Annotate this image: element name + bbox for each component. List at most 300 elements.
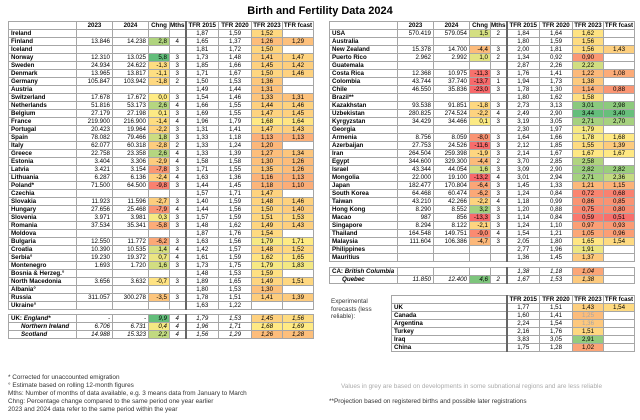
chng-cell: -5,8: [149, 222, 170, 230]
tfr-fcast-cell: [604, 38, 635, 46]
births-2024-cell: 19.372: [113, 254, 149, 262]
tfr-fcast-cell: 1,10: [283, 182, 314, 190]
tfr-2023-cell: 1,04: [573, 268, 604, 276]
mths-cell: 3: [170, 198, 186, 206]
births-2024-cell: 300.278: [113, 294, 149, 302]
births-2023-cell: 22.000: [398, 174, 434, 182]
chng-cell: -1,8: [470, 102, 491, 110]
country-name: Moldova: [9, 230, 77, 238]
table-row: [9, 302, 314, 310]
header-row: [392, 296, 635, 304]
tfr-2020-cell: 1,59: [219, 30, 252, 38]
table-row: [9, 30, 314, 38]
tfr-2020-cell: 1,67: [540, 150, 573, 158]
country-name: Norway: [9, 54, 77, 62]
country-name: Egypt: [330, 158, 398, 166]
tfr-fcast-cell: 1,46: [283, 198, 314, 206]
mths-cell: 4: [170, 206, 186, 214]
births-2024-cell: 24.526: [434, 142, 470, 150]
tfr-fcast-cell: 1,39: [604, 142, 635, 150]
tfr-2020-cell: 1,53: [219, 78, 252, 86]
chng-cell: -2,2: [149, 126, 170, 134]
births-2024-cell: 25.468: [113, 206, 149, 214]
tfr-fcast-cell: [283, 86, 314, 94]
tfr-2023-cell: 1,79: [252, 262, 283, 270]
mths-cell: 3: [170, 222, 186, 230]
column-header: TFR 2020: [219, 22, 252, 30]
tfr-2015-cell: 1,44: [186, 206, 219, 214]
tfr-2015-cell: 1,45: [507, 182, 540, 190]
table-row: [330, 38, 635, 46]
tfr-2020-cell: 1,51: [540, 304, 573, 312]
births-2024-cell: 103.942: [113, 78, 149, 86]
tfr-fcast-cell: [283, 302, 314, 310]
births-2024-cell: 329.300: [434, 158, 470, 166]
births-2024-cell: 64.500: [113, 182, 149, 190]
tfr-2015-cell: 1,14: [507, 214, 540, 222]
mths-cell: 3: [170, 126, 186, 134]
tfr-2020-cell: 1,67: [219, 70, 252, 78]
tfr-2015-cell: 1,61: [186, 254, 219, 262]
mths-cell: 4: [170, 102, 186, 110]
births-2023-cell: 8.756: [398, 134, 434, 142]
tfr-2023-cell: 1,51: [252, 214, 283, 222]
table-row: [330, 78, 635, 86]
tfr-2023-cell: 1,45: [252, 62, 283, 70]
country-name: Japan: [330, 182, 398, 190]
tfr-2020-cell: 1,65: [219, 278, 252, 286]
mths-cell: 3: [491, 150, 507, 158]
country-name: Costa Rica: [330, 70, 398, 78]
tfr-2020-cell: 1,45: [540, 254, 573, 262]
births-2024-cell: 19.100: [434, 174, 470, 182]
tfr-2015-cell: 1,63: [186, 174, 219, 182]
births-2024-cell: 1.720: [113, 262, 149, 270]
column-header: [330, 22, 398, 30]
chng-cell: [470, 268, 491, 276]
country-name: Poland*: [9, 182, 77, 190]
mths-cell: [170, 286, 186, 294]
births-2024-cell: 19.964: [113, 126, 149, 134]
tfr-2020-cell: 2,26: [540, 62, 573, 70]
country-name: UK: England*: [9, 315, 77, 323]
chng-cell: -1,4: [149, 118, 170, 126]
chng-cell: 1,6: [470, 166, 491, 174]
column-header: Chng: [149, 22, 170, 30]
country-name: Iran: [330, 150, 398, 158]
tfr-2015-cell: 2,87: [507, 62, 540, 70]
table-row: [330, 214, 635, 222]
column-header: Chng: [470, 22, 491, 30]
tfr-2015-cell: 2,14: [507, 150, 540, 158]
births-2024-cell: [113, 286, 149, 294]
table-row: [9, 230, 314, 238]
country-name: Israel: [330, 166, 398, 174]
chng-cell: [470, 126, 491, 134]
tfr-2020-cell: 1,10: [540, 222, 573, 230]
tfr-2023-cell: 1,25: [573, 312, 604, 320]
chng-cell: -3,5: [149, 294, 170, 302]
births-2024-cell: 3.981: [113, 214, 149, 222]
country-name: Taiwan: [330, 198, 398, 206]
country-name: Brazil**: [330, 94, 398, 102]
country-name: Mongolia: [330, 174, 398, 182]
mths-cell: 4: [170, 158, 186, 166]
column-header: TFR 2023: [253, 22, 281, 29]
table-row: [9, 182, 314, 190]
tfr-2020-cell: 1,56: [219, 206, 252, 214]
births-2023-cell: 20.423: [77, 126, 113, 134]
tfr-2023-cell: 1,68: [252, 118, 283, 126]
births-2023-cell: [77, 86, 113, 94]
experimental-section: [329, 295, 635, 355]
table-row: [330, 54, 635, 62]
table-row: [9, 166, 314, 174]
tfr-2020-cell: 1,54: [540, 320, 573, 328]
tfr-2020-cell: 1,58: [219, 158, 252, 166]
chng-cell: [149, 46, 170, 54]
tfr-fcast-cell: 1,54: [604, 304, 635, 312]
births-2023-cell: 43.210: [398, 198, 434, 206]
tfr-2023-cell: 1,47: [252, 126, 283, 134]
country-name: Hungary: [9, 206, 77, 214]
chng-cell: -1,1: [149, 70, 170, 78]
country-name: Austria: [9, 86, 77, 94]
births-2023-cell: 311.057: [77, 294, 113, 302]
country-name: Australia: [330, 38, 398, 46]
mths-cell: 3: [170, 94, 186, 102]
tfr-fcast-cell: 1,43: [283, 222, 314, 230]
births-2023-cell: [398, 254, 434, 262]
births-2023-cell: 111.604: [398, 238, 434, 246]
tfr-2015-cell: 2,49: [507, 110, 540, 118]
tfr-2023-cell: 1,21: [573, 182, 604, 190]
tfr-2015-cell: 2,77: [507, 246, 540, 254]
births-2023-cell: 34.429: [398, 118, 434, 126]
births-2023-cell: 13.965: [77, 70, 113, 78]
tfr-2015-cell: 1,80: [186, 286, 219, 294]
table-row: [330, 276, 635, 284]
tfr-fcast-cell: 1,43: [604, 46, 635, 54]
table-row: [9, 54, 314, 62]
table-row: [330, 246, 635, 254]
country-name: Slovakia: [9, 198, 77, 206]
births-2023-cell: 1.693: [77, 262, 113, 270]
mths-cell: 3: [170, 134, 186, 142]
tfr-2020-cell: 1,76: [219, 230, 252, 238]
births-2024-cell: 13.817: [113, 70, 149, 78]
mths-cell: 2: [170, 142, 186, 150]
tfr-2015-cell: 3,83: [507, 336, 540, 344]
births-2024-cell: 79.466: [113, 134, 149, 142]
canada-subtable: [329, 267, 635, 284]
tfr-2023-cell: 1,30: [252, 286, 283, 294]
column-header: [392, 296, 507, 304]
tfr-2020-cell: 0,99: [540, 198, 573, 206]
mths-cell: 3: [170, 110, 186, 118]
births-2023-cell: [398, 38, 434, 46]
table-row: [9, 38, 314, 46]
tfr-2015-cell: 1,63: [186, 302, 219, 310]
tfr-2015-cell: 2,05: [507, 238, 540, 246]
births-2023-cell: [77, 190, 113, 198]
mths-cell: 3: [491, 222, 507, 230]
world-table: [329, 21, 635, 262]
tfr-2023-cell: 1,47: [252, 190, 283, 198]
country-name: Puerto Rico: [330, 54, 398, 62]
births-2023-cell: 14.988: [77, 331, 113, 339]
tfr-2015-cell: 1,33: [186, 150, 219, 158]
tfr-2020-cell: 1,81: [540, 46, 573, 54]
tfr-2015-cell: 1,18: [507, 198, 540, 206]
tfr-fcast-cell: [604, 336, 635, 344]
country-name: Montenegro: [9, 262, 77, 270]
table-row: [9, 222, 314, 230]
country-name: Lithuania: [9, 174, 77, 182]
tfr-2015-cell: 1,94: [507, 78, 540, 86]
tfr-2020-cell: 1,66: [540, 134, 573, 142]
births-2024-cell: 6.731: [113, 323, 149, 331]
column-header: Mths: [170, 22, 185, 29]
tfr-2020-cell: 1,24: [219, 142, 252, 150]
tfr-2015-cell: 1,54: [507, 230, 540, 238]
births-2023-cell: 22.758: [77, 150, 113, 158]
tfr-2015-cell: 1,38: [507, 268, 540, 276]
births-2023-cell: 12.310: [77, 54, 113, 62]
chng-cell: -4,7: [470, 238, 491, 246]
tfr-fcast-cell: 1,15: [604, 182, 635, 190]
table-row: [330, 254, 635, 262]
tfr-fcast-cell: 1,13: [283, 134, 314, 142]
table-row: [9, 214, 314, 222]
tfr-2023-cell: 0,97: [573, 222, 604, 230]
births-2023-cell: 6.706: [77, 323, 113, 331]
chng-cell: -11,3: [470, 70, 491, 78]
tfr-2023-cell: 1,36: [573, 320, 604, 328]
country-name: North Macedonia: [9, 278, 77, 286]
country-name: Greece: [9, 150, 77, 158]
births-2024-cell: 10.975: [434, 70, 470, 78]
table-row: [330, 46, 635, 54]
chng-cell: 1,5: [470, 30, 491, 38]
tfr-2020-cell: 2,85: [540, 158, 573, 166]
projection-note: **Projection based on registered births and possible later registrations: [329, 398, 527, 405]
tfr-2020-cell: 1,48: [219, 54, 252, 62]
chng-cell: -11,6: [470, 142, 491, 150]
mths-cell: [491, 268, 507, 276]
tfr-2023-cell: 1,35: [252, 166, 283, 174]
births-2023-cell: -: [77, 315, 113, 323]
table-row: [330, 158, 635, 166]
table-row: [330, 142, 635, 150]
tfr-2020-cell: 1,53: [540, 276, 573, 284]
tfr-fcast-cell: [283, 230, 314, 238]
column-header: 2023: [398, 22, 434, 30]
table-row: [9, 86, 314, 94]
tfr-2023-cell: 1,44: [252, 102, 283, 110]
mths-cell: 4: [170, 331, 186, 339]
births-2023-cell: 13.846: [77, 38, 113, 46]
births-2023-cell: [77, 46, 113, 54]
tfr-2020-cell: 1,55: [219, 166, 252, 174]
births-2023-cell: 3.656: [77, 278, 113, 286]
tfr-2023-cell: 1,36: [252, 78, 283, 86]
mths-cell: [491, 62, 507, 70]
tfr-2015-cell: 3,19: [507, 118, 540, 126]
country-name: Sweden: [9, 62, 77, 70]
page-title: Birth and Fertility Data 2024: [247, 5, 393, 17]
table-row: [330, 102, 635, 110]
table-row: [330, 134, 635, 142]
column-header: TFR 2015: [507, 22, 540, 30]
tfr-2015-cell: 1,84: [507, 30, 540, 38]
column-header: TFR 2020: [540, 22, 573, 30]
births-2023-cell: [77, 286, 113, 294]
mths-cell: 3: [170, 62, 186, 70]
tfr-fcast-cell: 1,34: [283, 150, 314, 158]
chng-cell: -2,1: [470, 222, 491, 230]
births-2023-cell: 219.900: [77, 118, 113, 126]
mths-cell: 4: [170, 315, 186, 323]
tfr-fcast-cell: 0,68: [604, 190, 635, 198]
tfr-fcast-cell: [604, 94, 635, 102]
country-name: UK: [392, 304, 507, 312]
mths-cell: [170, 46, 186, 54]
chng-cell: -1,3: [149, 62, 170, 70]
mths-cell: 3: [491, 166, 507, 174]
europe-table-container: [8, 21, 314, 339]
experimental-table: [391, 295, 635, 352]
tfr-2015-cell: 1,60: [507, 312, 540, 320]
tfr-2020-cell: 2,94: [540, 174, 573, 182]
country-name: New Zealand: [330, 46, 398, 54]
tfr-2015-cell: 1,31: [186, 126, 219, 134]
tfr-2020-cell: 1,28: [540, 344, 573, 352]
tfr-2020-cell: 1,53: [219, 286, 252, 294]
tfr-2020-cell: 0,88: [540, 206, 573, 214]
country-name: Ireland: [9, 30, 77, 38]
tfr-2015-cell: 1,40: [186, 198, 219, 206]
births-2023-cell: 17.678: [77, 94, 113, 102]
tfr-fcast-cell: 1,43: [283, 126, 314, 134]
births-2023-cell: 93.538: [398, 102, 434, 110]
table-row: [9, 78, 314, 86]
tfr-2015-cell: 1,67: [507, 276, 540, 284]
table-row: [9, 46, 314, 54]
tfr-fcast-cell: 1,31: [283, 94, 314, 102]
tfr-fcast-cell: 1,67: [604, 150, 635, 158]
table-row: [9, 270, 314, 278]
tfr-2015-cell: 1,75: [507, 344, 540, 352]
mths-cell: 3: [491, 190, 507, 198]
country-name: Uzbekistan: [330, 110, 398, 118]
tfr-2015-cell: 1,57: [186, 214, 219, 222]
table-row: [392, 304, 635, 312]
tfr-2020-cell: 2,90: [540, 110, 573, 118]
mths-cell: 2: [170, 78, 186, 86]
tfr-fcast-cell: 2,98: [604, 102, 635, 110]
column-header: TFR 2023: [574, 22, 602, 29]
births-2024-cell: [434, 38, 470, 46]
mths-cell: 3: [170, 70, 186, 78]
tfr-2020-cell: 1,59: [219, 214, 252, 222]
births-2024-cell: [113, 302, 149, 310]
births-2024-cell: 579.054: [434, 30, 470, 38]
tfr-2020-cell: 1,62: [219, 222, 252, 230]
births-2023-cell: 12.550: [77, 238, 113, 246]
chng-cell: -13,2: [470, 174, 491, 182]
tfr-fcast-cell: [604, 246, 635, 254]
tfr-2020-cell: 1,79: [219, 118, 252, 126]
table-row: [9, 254, 314, 262]
tfr-fcast-cell: 1,26: [283, 166, 314, 174]
mths-cell: 2: [491, 158, 507, 166]
chng-cell: -13,3: [470, 214, 491, 222]
tfr-fcast-cell: 1,54: [604, 238, 635, 246]
tfr-fcast-cell: 1,64: [283, 118, 314, 126]
tfr-2015-cell: 1,36: [507, 254, 540, 262]
tfr-fcast-cell: 2,70: [604, 118, 635, 126]
mths-cell: 4: [170, 323, 186, 331]
table-row: [9, 174, 314, 182]
tfr-fcast-cell: 1,28: [283, 331, 314, 339]
tfr-2020-cell: 1,55: [219, 110, 252, 118]
tfr-2020-cell: 1,85: [540, 142, 573, 150]
table-row: [330, 30, 635, 38]
mths-cell: 3: [170, 238, 186, 246]
births-2024-cell: 216.900: [113, 118, 149, 126]
country-name: Kyrgyzstan: [330, 118, 398, 126]
chng-cell: 2,6: [149, 102, 170, 110]
births-2024-cell: 91.851: [434, 102, 470, 110]
births-2023-cell: 27.179: [77, 110, 113, 118]
tfr-2015-cell: 1,58: [186, 158, 219, 166]
chng-cell: 0,3: [149, 214, 170, 222]
tfr-2020-cell: 1,59: [540, 38, 573, 46]
births-2023-cell: 15.378: [398, 46, 434, 54]
tfr-2015-cell: 3,09: [507, 166, 540, 174]
tfr-fcast-cell: 1,08: [604, 70, 635, 78]
tfr-2023-cell: 1,20: [252, 142, 283, 150]
tfr-2020-cell: 1,22: [219, 302, 252, 310]
births-2024-cell: 856: [434, 214, 470, 222]
table-row: [9, 102, 314, 110]
table-row: [330, 222, 635, 230]
table-row: [330, 166, 635, 174]
tfr-fcast-cell: 2,36: [604, 174, 635, 182]
country-name: Colombia: [330, 78, 398, 86]
table-row: [9, 286, 314, 294]
tfr-2015-cell: 1,20: [507, 206, 540, 214]
table-row: [9, 331, 314, 339]
tfr-fcast-cell: [604, 268, 635, 276]
country-name: Bulgaria: [9, 238, 77, 246]
tfr-2023-cell: 1,65: [573, 238, 604, 246]
country-name: Estonia: [9, 158, 77, 166]
births-2023-cell: 64.468: [398, 190, 434, 198]
footnote-line: Chng: Percentage change compared to the same period one year earlier: [8, 398, 214, 405]
chng-cell: -6,4: [470, 182, 491, 190]
country-name: Iceland: [9, 46, 77, 54]
births-2024-cell: 14.700: [434, 46, 470, 54]
mths-cell: 3: [170, 214, 186, 222]
tfr-2015-cell: 1,57: [186, 190, 219, 198]
mths-cell: 3: [170, 54, 186, 62]
births-2024-cell: 11.596: [113, 198, 149, 206]
tfr-2020-cell: 1,64: [540, 30, 573, 38]
tfr-fcast-cell: 1,40: [283, 206, 314, 214]
tfr-fcast-cell: 1,71: [283, 238, 314, 246]
